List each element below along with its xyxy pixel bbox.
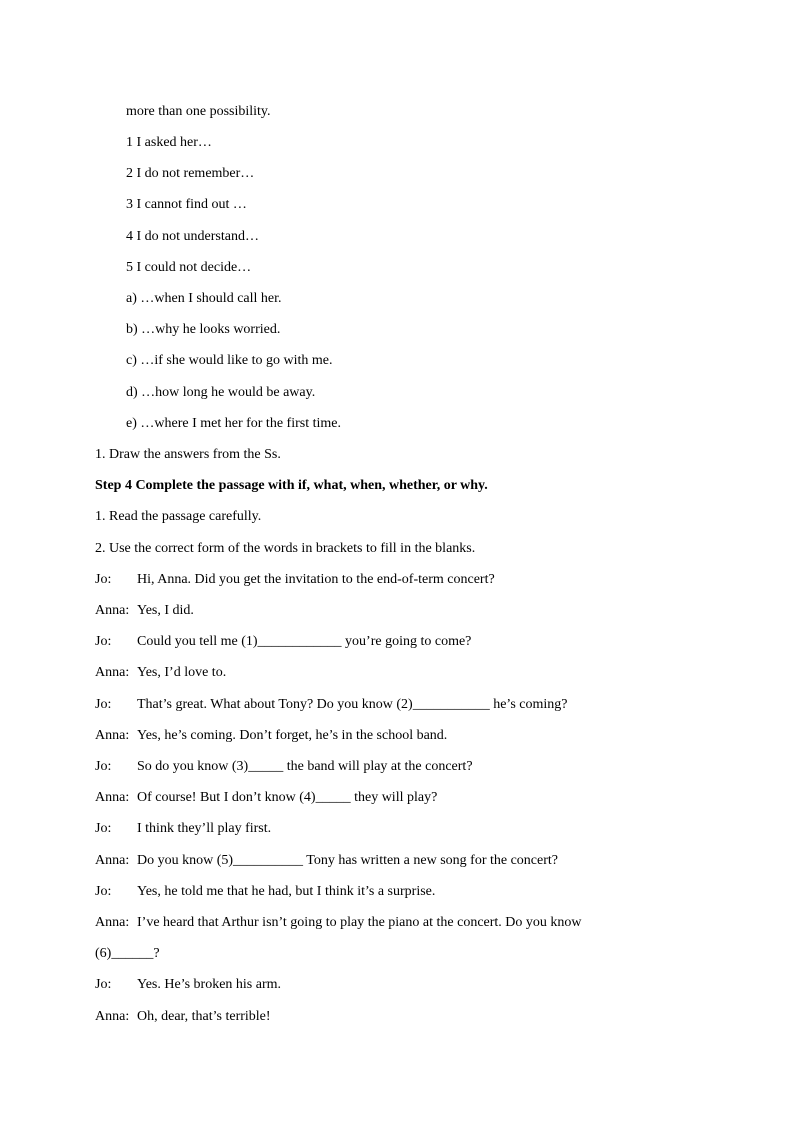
dialogue-text: Yes, he’s coming. Don’t forget, he’s in the school band. [137, 728, 448, 743]
dialogue-speaker: Anna: [95, 915, 130, 930]
step4-instruction-1: 1. Read the passage carefully. [95, 509, 262, 524]
dialogue-text: I’ve heard that Arthur isn’t going to play the piano at the concert. Do you know [137, 915, 582, 930]
dialogue-line [95, 758, 473, 776]
sentence-ending-b: b) …why he looks worried. [126, 322, 281, 337]
dialogue-text: Of course! But I don’t know (4)_____ they will play? [137, 790, 438, 805]
dialogue-text: That’s great. What about Tony? Do you know (2)___________ he’s coming? [137, 697, 568, 712]
sentence-start-4: 4 I do not understand… [126, 229, 259, 244]
dialogue-speaker: Jo: [95, 821, 112, 836]
sentence-ending-e: e) …where I met her for the first time. [126, 416, 341, 431]
dialogue-speaker: Anna: [95, 728, 130, 743]
dialogue-speaker: Anna: [95, 853, 130, 868]
dialogue-speaker: Anna: [95, 603, 130, 618]
dialogue-line [95, 789, 437, 807]
dialogue-line [95, 914, 582, 932]
dialogue-line [95, 633, 471, 651]
sentence-start-2: 2 I do not remember… [126, 166, 255, 181]
dialogue-speaker: Anna: [95, 790, 130, 805]
dialogue-speaker: Anna: [95, 665, 130, 680]
dialogue-line [95, 820, 271, 838]
sentence-start-1: 1 I asked her… [126, 135, 212, 150]
dialogue-line [95, 945, 160, 963]
step3-instruction: 1. Draw the answers from the Ss. [95, 447, 281, 462]
dialogue-speaker: Jo: [95, 977, 112, 992]
dialogue-speaker: Anna: [95, 1009, 130, 1024]
intro-continuation: more than one possibility. [126, 104, 271, 119]
dialogue-speaker: Jo: [95, 634, 112, 649]
dialogue-text: Yes, I did. [137, 603, 194, 618]
dialogue-text: So do you know (3)_____ the band will play at the concert? [137, 759, 473, 774]
dialogue-line [95, 602, 194, 620]
dialogue-line [95, 727, 447, 745]
dialogue-speaker: Jo: [95, 697, 112, 712]
dialogue-speaker: Jo: [95, 884, 112, 899]
dialogue-text: Yes. He’s broken his arm. [137, 977, 282, 992]
dialogue-line [95, 852, 558, 870]
sentence-ending-a: a) …when I should call her. [126, 291, 282, 306]
dialogue-line [95, 664, 226, 682]
dialogue-text: Could you tell me (1)____________ you’re going to come? [137, 634, 472, 649]
step4-instruction-2: 2. Use the correct form of the words in brackets to fill in the blanks. [95, 541, 476, 556]
dialogue-text: Do you know (5)__________ Tony has written a new song for the concert? [137, 853, 559, 868]
sentence-start-3: 3 I cannot find out … [126, 197, 247, 212]
dialogue-line [95, 883, 435, 901]
dialogue-text: Oh, dear, that’s terrible! [137, 1009, 271, 1024]
dialogue-speaker: Jo: [95, 572, 112, 587]
dialogue-text: Hi, Anna. Did you get the invitation to the end-of-term concert? [137, 572, 495, 587]
dialogue-text: I think they’ll play first. [137, 821, 272, 836]
dialogue-text: Yes, I’d love to. [137, 665, 227, 680]
dialogue-line [95, 696, 567, 714]
step4-heading: Step 4 Complete the passage with if, what, when, whether, or why. [95, 478, 488, 493]
sentence-start-5: 5 I could not decide… [126, 260, 252, 275]
sentence-ending-d: d) …how long he would be away. [126, 385, 316, 400]
dialogue-text: Yes, he told me that he had, but I think it’s a surprise. [137, 884, 436, 899]
dialogue-text: (6)______? [95, 946, 160, 961]
dialogue-line [95, 976, 281, 994]
dialogue-line [95, 1008, 271, 1026]
dialogue-speaker: Jo: [95, 759, 112, 774]
dialogue-line [95, 571, 495, 589]
sentence-ending-c: c) …if she would like to go with me. [126, 353, 333, 368]
